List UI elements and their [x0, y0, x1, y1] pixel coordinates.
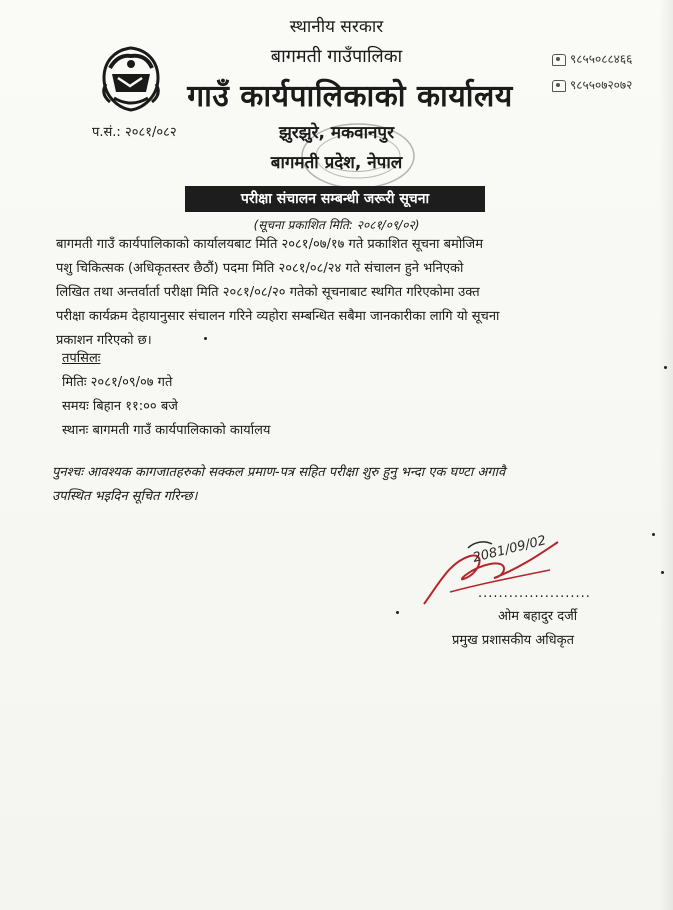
header-local-government: स्थानीय सरकार	[289, 17, 384, 37]
details-heading: तपसिलः	[62, 351, 101, 366]
page-edge-shadow	[659, 0, 673, 910]
body-line: लिखित तथा अन्तर्वार्ता परीक्षा मिति २०८१/०८/२० गतेको सूचनाबाट स्थगित गरिएकोमा उक्त	[56, 285, 480, 300]
body-line: पशु चिकित्सक (अधिकृतस्तर छैठौं) पदमा मिति २०८१/०८/२४ गते संचालन हुने भनिएको	[56, 261, 464, 276]
phone-number: ९८५५०८८४६६	[552, 50, 632, 67]
body-line: बागमती गाउँ कार्यपालिकाको कार्यालयबाट मिति २०८१/०७/१७ गते प्रकाशित सूचना बमोजिम	[56, 237, 483, 252]
published-date: (सूचना प्रकाशित मिति: २०८१/०९/०२)	[253, 218, 420, 232]
signatory-name: ओम बहादुर दर्जी	[498, 609, 578, 624]
header-address: झुरझुरे, मकवानपुर	[278, 123, 395, 143]
body-line: प्रकाशन गरिएको छ।	[56, 333, 152, 348]
postscript-line: पुनश्चः आवश्यक कागजातहरुको सक्कल प्रमाण-पत्र सहित परीक्षा शुरु हुनु भन्दा एक घण्टा अगावै	[52, 465, 506, 480]
svg-text:2081/09/02: 2081/09/02	[471, 533, 548, 566]
detail-date: मितिः २०८१/०९/०७ गते	[62, 375, 173, 390]
body-line: परीक्षा कार्यक्रम देहायानुसार संचालन गरिने व्यहोरा सम्बन्धित सबैमा जानकारीका लागि यो सूचना	[56, 309, 500, 324]
reference-number: प.सं.: २०८१/०८२	[92, 125, 177, 140]
phone-icon	[552, 80, 566, 92]
phone-number: ९८५५०७२०७२	[552, 76, 632, 93]
signature-line: ......................	[478, 586, 591, 601]
header-municipality: बागमती गाउँपालिका	[270, 46, 403, 67]
phone-icon	[552, 54, 566, 66]
postscript-line: उपस्थित भइदिन सूचित गरिन्छ।	[52, 489, 198, 504]
detail-venue: स्थानः बागमती गाउँ कार्यपालिकाको कार्यालय	[62, 423, 271, 438]
signatory-title: प्रमुख प्रशासकीय अधिकृत	[452, 633, 575, 648]
header-province: बागमती प्रदेश, नेपाल	[270, 153, 403, 173]
header-office-name: गाउँ कार्यपालिकाको कार्यालय	[187, 79, 513, 114]
notice-title-banner: परीक्षा संचालन सम्बन्धी जरूरी सूचना	[185, 186, 485, 212]
detail-time: समयः बिहान ११:०० बजे	[62, 399, 178, 414]
